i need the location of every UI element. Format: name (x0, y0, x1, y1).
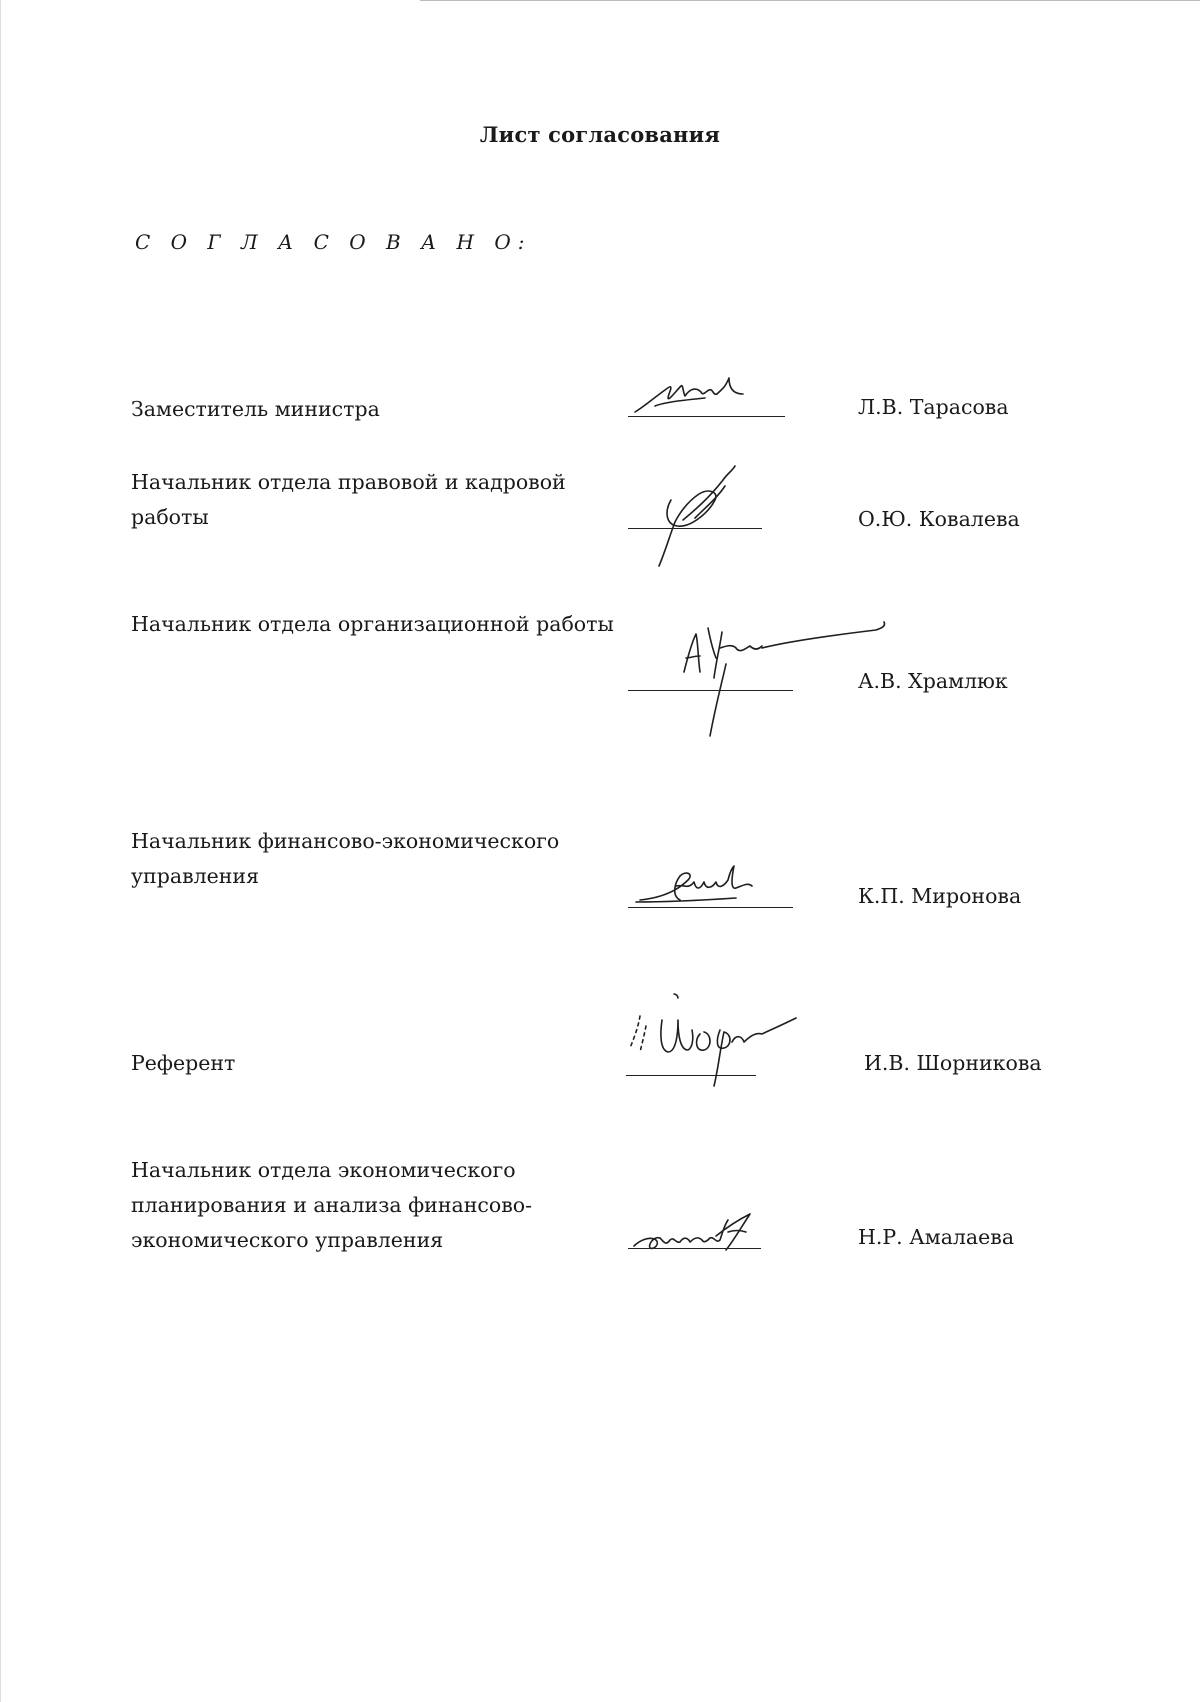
signature-amalaeva-image (630, 1210, 790, 1260)
signature-line (628, 690, 793, 691)
position-legal-hr: Начальник отдела правовой и кадровой работы (131, 470, 566, 529)
position-deputy-minister: Заместитель министра (131, 397, 380, 421)
scan-edge-left (0, 0, 1, 1702)
name-amalaeva: Н.Р. Амалаева (858, 1225, 1015, 1249)
signature-line (628, 907, 793, 908)
name-mironova: К.П. Миронова (858, 884, 1022, 908)
signature-line (628, 1248, 761, 1249)
name-khramlyuk: А.В. Храмлюк (858, 669, 1008, 693)
position-economic-planning: Начальник отдела экономического планирования и анализа финансово-экономического управления (131, 1158, 533, 1252)
scan-edge-top (420, 0, 1200, 1)
signature-tarasova-image (625, 372, 785, 422)
signature-line (626, 1075, 756, 1076)
position-organizational: Начальник отдела организационной работы (131, 612, 614, 636)
name-kovaleva: О.Ю. Ковалева (858, 507, 1020, 531)
signature-mironova-image (636, 862, 796, 912)
position-finance-economic: Начальник финансово-экономического управления (131, 829, 560, 888)
name-tarasova: Л.В. Тарасова (858, 395, 1009, 419)
document-title: Лист согласования (479, 122, 721, 147)
signature-line (628, 528, 762, 529)
position-referent: Референт (131, 1051, 236, 1075)
signature-line (628, 416, 785, 417)
agreed-label: С О Г Л А С О В А Н О: (135, 230, 532, 254)
signature-kovaleva-image (655, 462, 765, 572)
name-shornikova: И.В. Шорникова (864, 1051, 1042, 1075)
